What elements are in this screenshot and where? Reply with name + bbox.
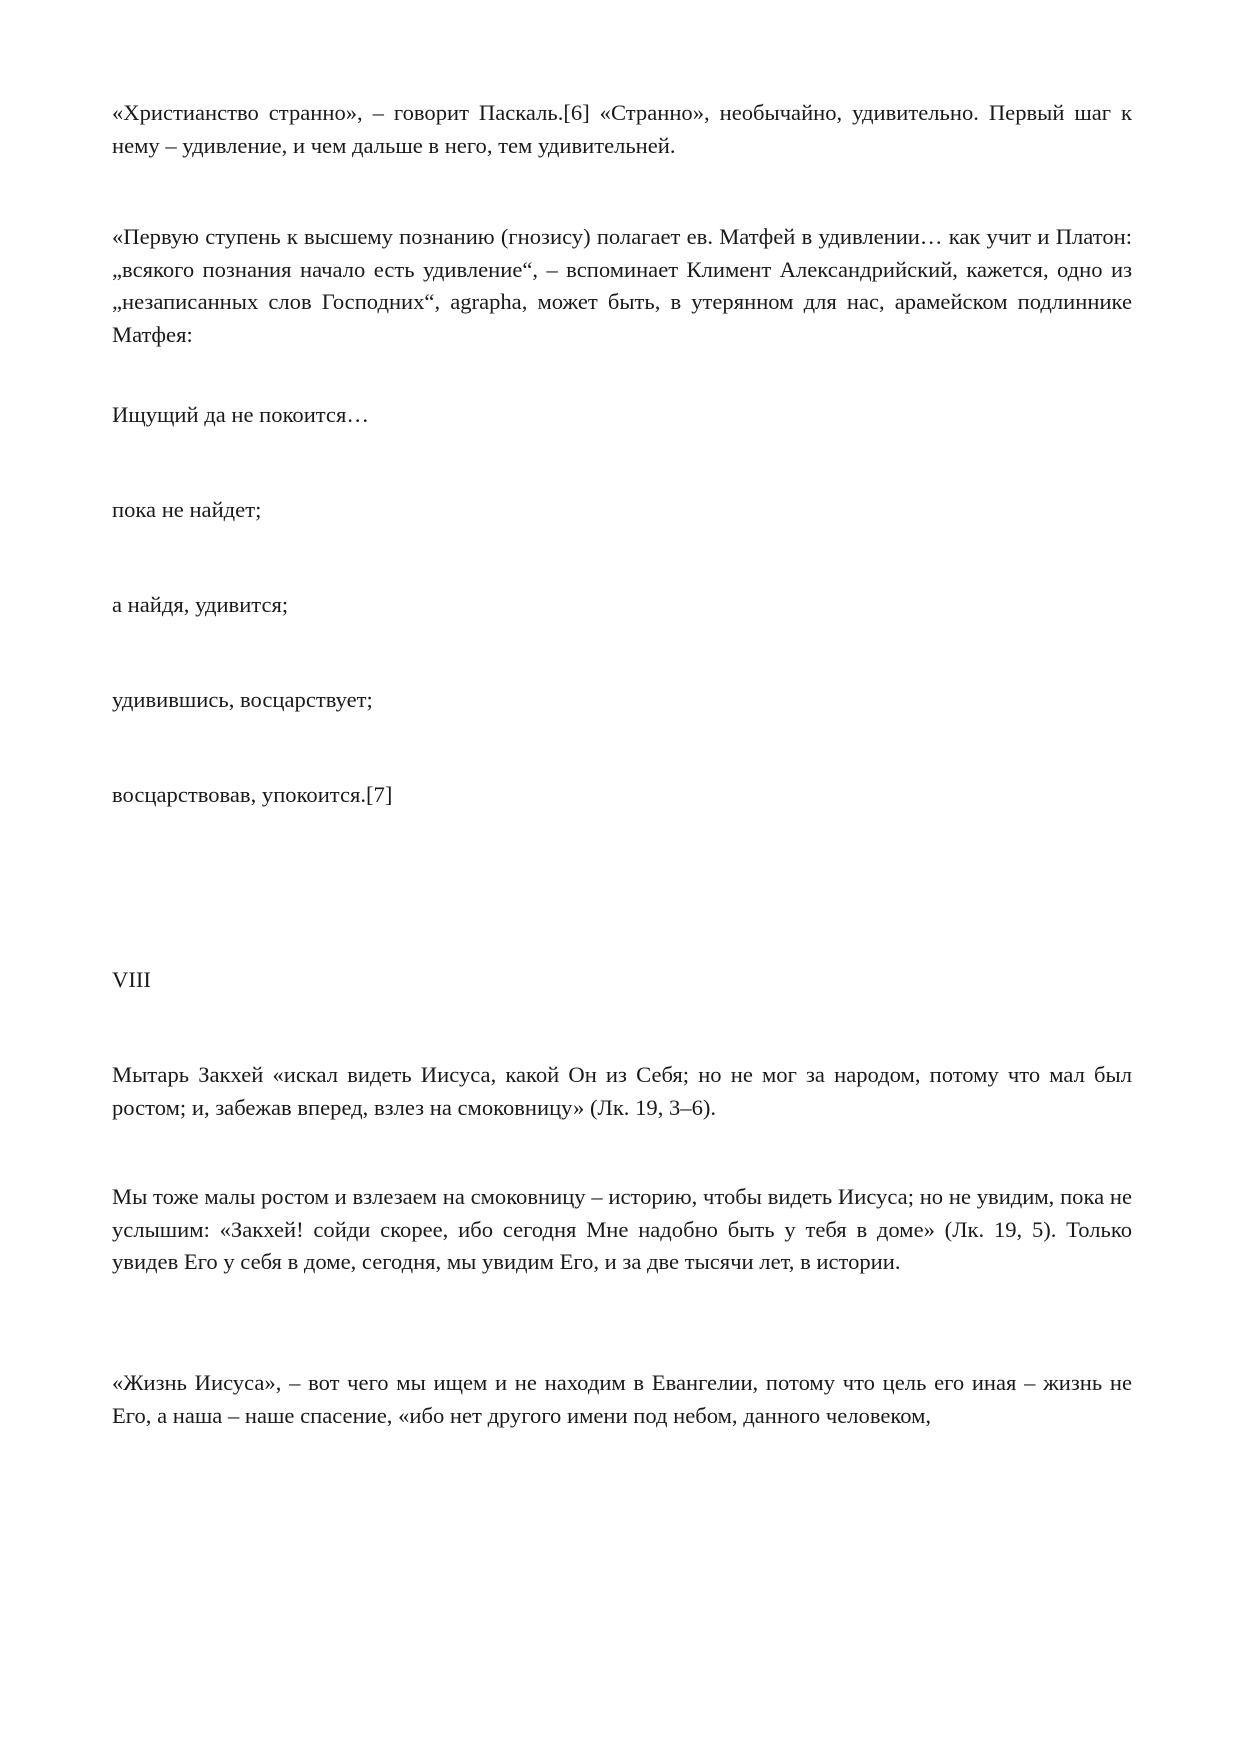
- section-heading: VIII: [112, 967, 151, 992]
- paragraph-sycamore: Мы тоже малы ростом и взлезаем на смоковницу – историю, чтобы видеть Иисуса; но не увидим, пока не услышим: «Закхей! сойди скорее, ибо сегодня Мне надобно быть у тебя в доме» (Лк. 19, 5). Только увидев Его у себя в доме, сегодня, мы увидим Его, и за две тысячи лет, в истории.: [112, 1184, 1132, 1274]
- paragraph-life-of-jesus: «Жизнь Иисуса», – вот чего мы ищем и не находим в Евангелии, потому что цель его иная – жизнь не Его, а наша – наше спасение, «ибо нет другого имени под небом, данного человеком,: [112, 1370, 1132, 1428]
- verse-line-1: Ищущий да не покоится…: [112, 402, 369, 427]
- paragraph-pascal: «Христианство странно», – говорит Паскаль.[6] «Странно», необычайно, удивительно. Первый шаг к нему – удивление, и чем дальше в него, тем удивительней.: [112, 100, 1132, 158]
- paragraph-clement: «Первую ступень к высшему познанию (гнозису) полагает ев. Матфей в удивлении… как учит и Платон: „всякого познания начало есть удивление“, – вспоминает Климент Александрийский, кажется, одно из „незаписанных слов Господних“, agrapha, может быть, в утерянном для нас, арамейском подлиннике Матфея:: [112, 224, 1132, 347]
- verse-line-4: удивившись, восцарствует;: [112, 687, 373, 712]
- verse-line-5: восцарствовав, упокоится.[7]: [112, 782, 393, 807]
- verse-line-2: пока не найдет;: [112, 497, 262, 522]
- verse-line-3: а найдя, удивится;: [112, 592, 289, 617]
- paragraph-zacchaeus: Мытарь Закхей «искал видеть Иисуса, какой Он из Себя; но не мог за народом, потому что мал был ростом; и, забежав вперед, взлез на смоковницу» (Лк. 19, 3–6).: [112, 1062, 1132, 1120]
